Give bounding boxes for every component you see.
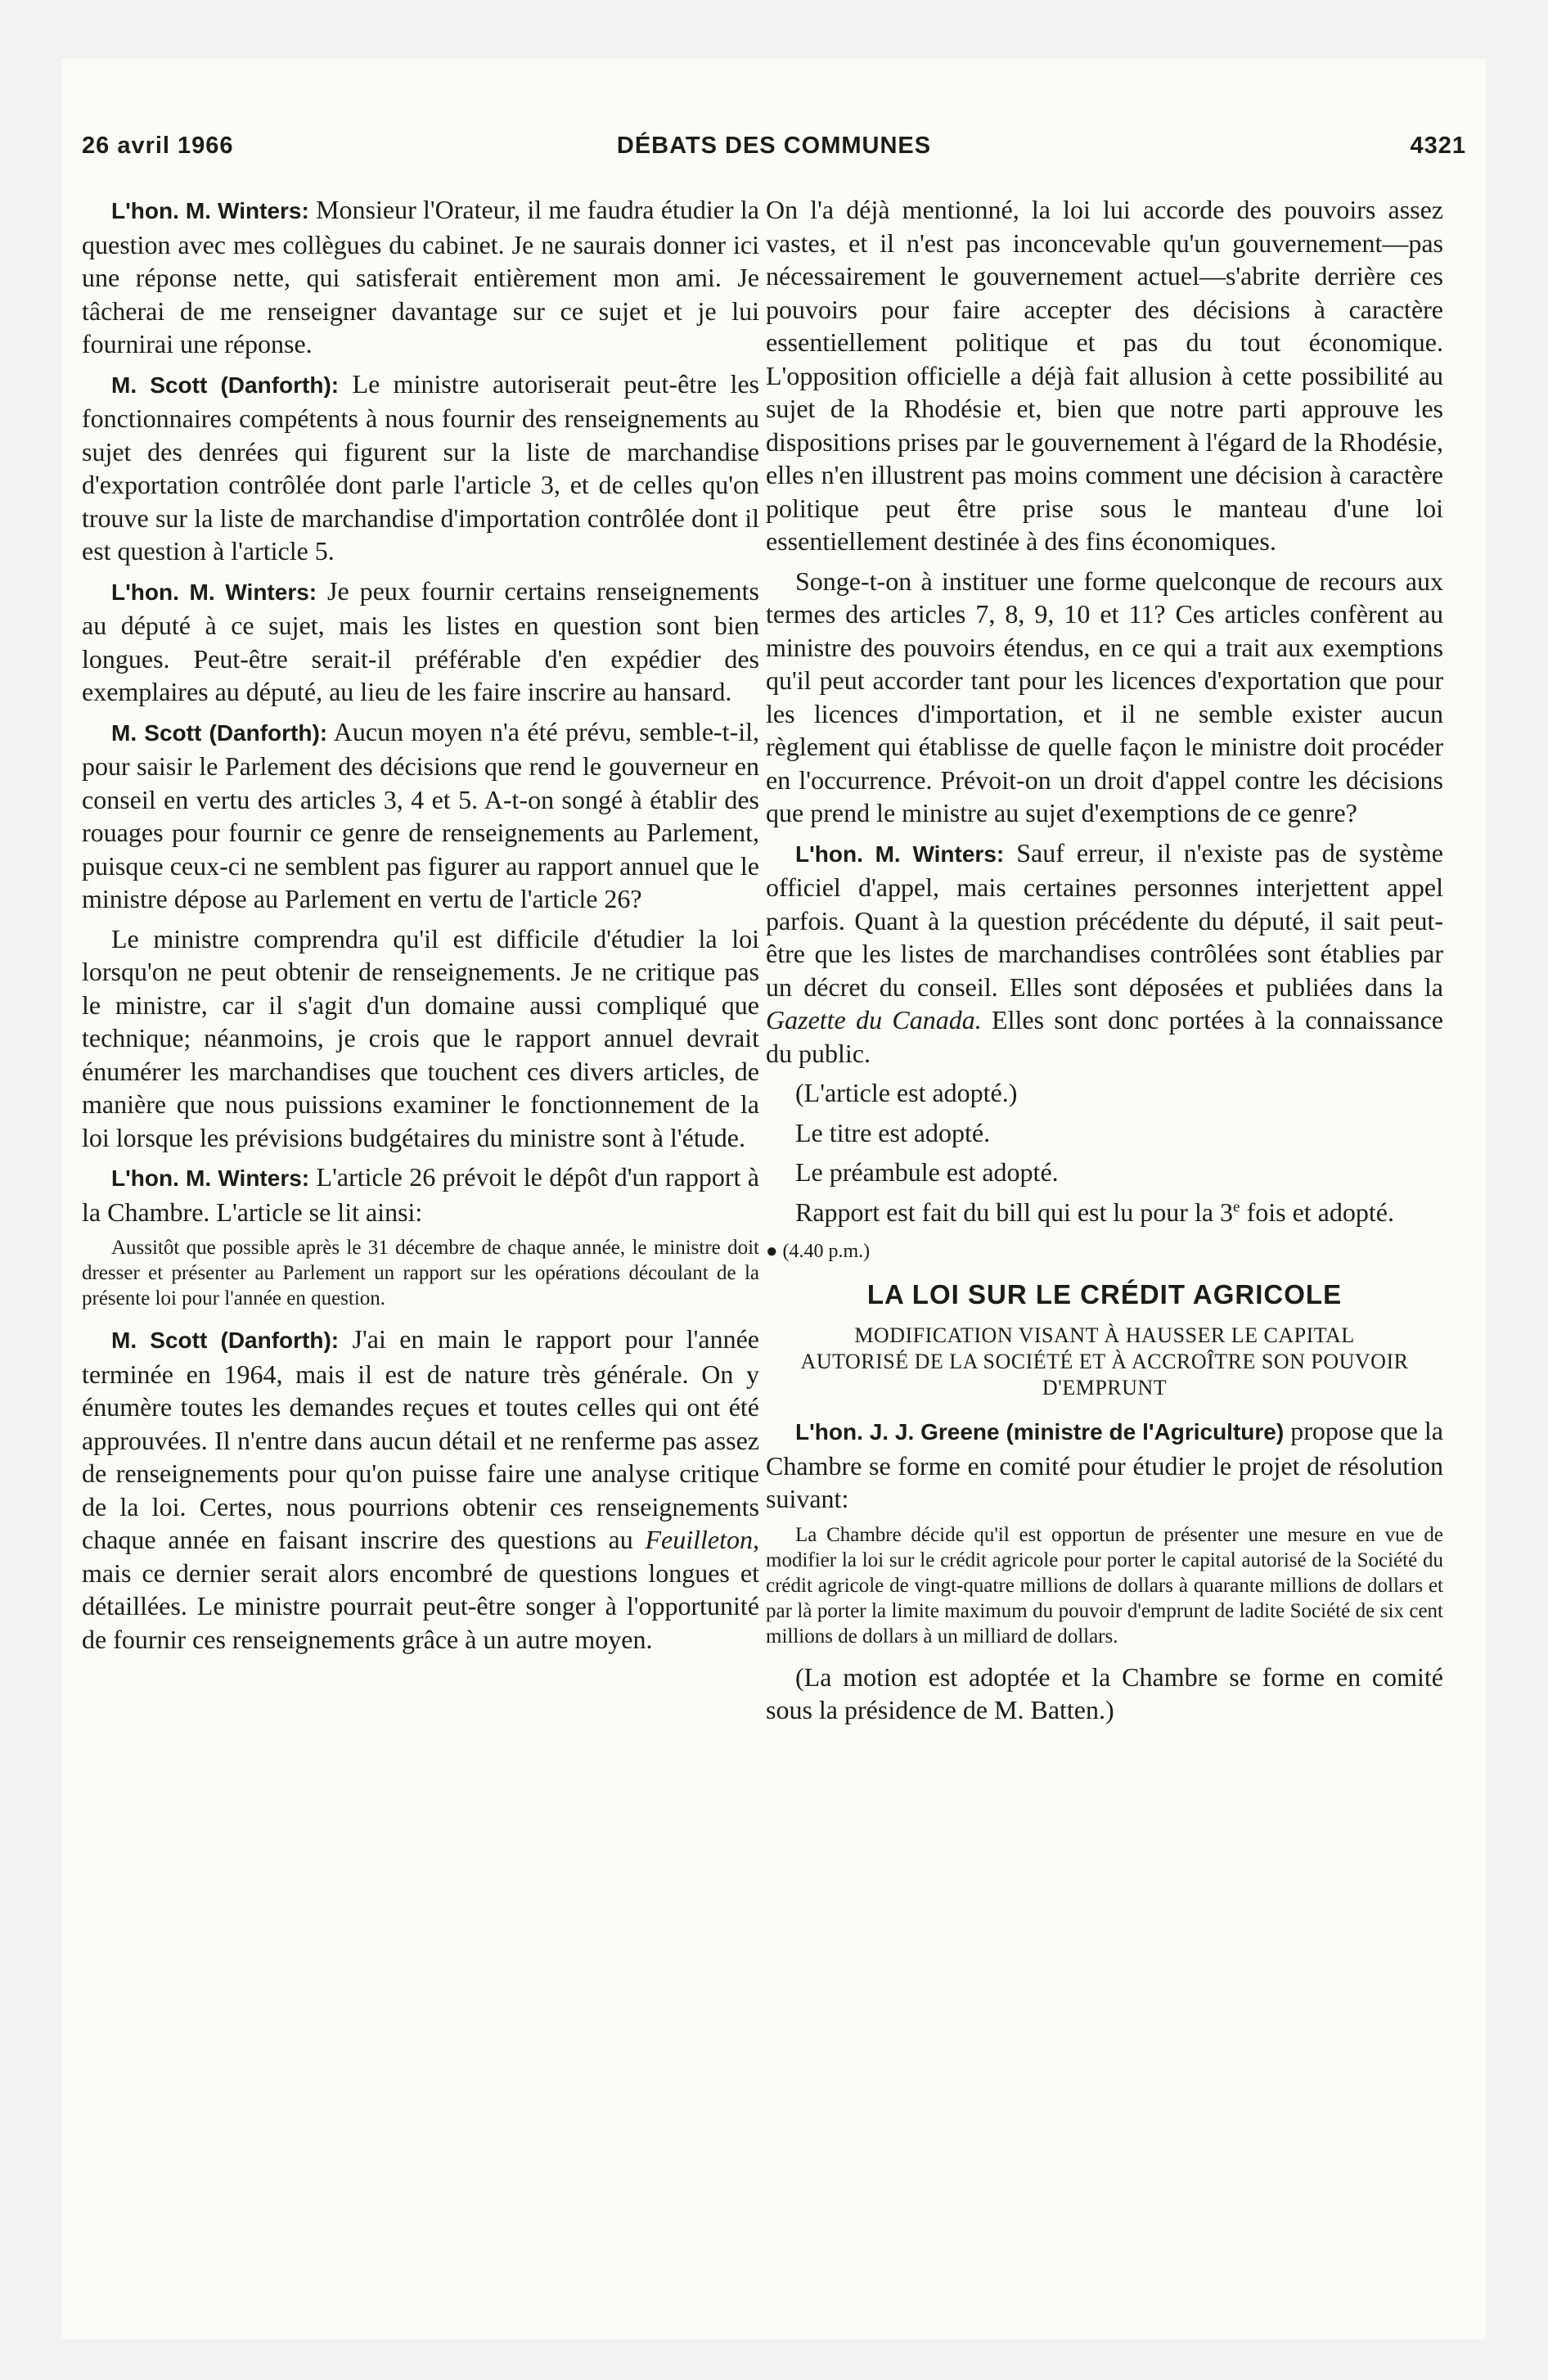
paragraph: [82, 367, 759, 568]
report-text: Rapport est fait du bill qui est lu pour la 3: [795, 1197, 1234, 1227]
title-adopted: Le titre est adopté.: [795, 1117, 991, 1147]
time-stamp: ● (4.40 p.m.): [766, 1241, 871, 1262]
speaker: L'hon. M. Winters:: [795, 841, 1005, 867]
resolution-text: La Chambre décide qu'il est opportun de présenter une mesure en vue de modifier la loi sur le crédit agricole pour porter le capital autorisé de la Société du crédit agricole de vingt-quatre millions de dollars à quarante millions de dollars et par là porter la limite maximum du pouvoir d'emprunt de ladite Société de six cent millions de dollars à un milliard de dollars.: [766, 1523, 1443, 1648]
quoted-article: Aussitôt que possible après le 31 décembre de chaque année, le ministre doit dresser et présenter au Parlement un rapport sur les opérations découlant de la présente loi pour l'année en question.: [82, 1237, 759, 1309]
paragraph-text: mais ce dernier serait alors encombré de questions longues et détaillées. Le ministre pourrait peut-être songer à l'opportunité de fournir ces renseignements grâce à un autre moyen.: [82, 1557, 759, 1654]
paragraph-text: Aucun moyen n'a été prévu, semble-t-il, pour saisir le Parlement des décisions que rend le gouverneur en conseil en vertu des articles 3, 4 et 5. A-t-on songé à établir des rouages pour fournir ce genre de renseignements au Parlement, puisque ceux-ci ne semblent pas figurer au rapport annuel que le ministre dépose au Parlement en vertu de l'article 26?: [82, 716, 759, 913]
paragraph: Songe-t-on à instituer une forme quelconque de recours aux termes des articles 7, 8, 9, 10 et 11? Ces articles confèrent au ministre des pouvoirs étendus, en ce qui a trait aux exemptions qu'il peut accorder tant pour les licences d'exportation que pour les licences d'importation, et il ne semble exister aucun règlement qui établisse de quelle façon le ministre doit procéder en l'occurrence. Prévoit-on un droit d'appel contre les décisions que prend le ministre au sujet d'exemptions de ce genre?: [766, 566, 1443, 827]
paragraph-text: Le ministre autoriserait peut-être les fonctionnaires compétents à nous fournir des renseignements au sujet des denrées qui figurent sur la liste de marchandise d'exportation contrôlée dont parle l'article 3, et de celles qu'on trouve sur la liste de marchandise d'importation contrôlée dont il est question à l'article 5.: [82, 368, 759, 566]
speaker: L'hon. M. Winters:: [111, 579, 317, 605]
paragraph: [766, 836, 1443, 1071]
right-column: [766, 193, 1443, 1733]
left-column: [82, 193, 759, 1662]
paragraph: Le ministre comprendra qu'il est difficile d'étudier la loi lorsqu'on ne peut obtenir de renseignements. Je ne critique pas le ministre, car il s'agit d'un domaine aussi compliqué que technique; néanmoins, je crois que le rapport annuel devrait énumérer les marchandises que touchent ces divers articles, de manière que nous puissions examiner le fonctionnement de la loi lorsque les prévisions budgétaires du ministre sont à l'étude.: [82, 923, 759, 1152]
paragraph: [82, 1161, 759, 1228]
speaker: M. Scott (Danforth):: [111, 719, 328, 746]
speaker: M. Scott (Danforth):: [111, 372, 340, 398]
section-heading: LA LOI SUR LE CRÉDIT AGRICOLE: [866, 1278, 1343, 1309]
italic-text: Feuilleton,: [645, 1525, 759, 1554]
paragraph: [82, 715, 759, 916]
speaker: L'hon. M. Winters:: [111, 198, 309, 223]
ordinal-suffix: e: [1233, 1197, 1240, 1215]
paragraph: (La motion est adoptée et la Chambre se forme en comité sous la présidence de M. Batten.): [766, 1661, 1443, 1724]
speaker: L'hon. M. Winters:: [111, 1165, 310, 1191]
preamble-adopted: Le préambule est adopté.: [795, 1157, 1059, 1187]
section-subheading: MODIFICATION VISANT À HAUSSER LE CAPITAL AUTORISÉ DE LA SOCIÉTÉ ET À ACCROÎTRE SON POUVOIR D'EMPRUNT: [800, 1323, 1409, 1400]
paragraph-text: Monsieur l'Orateur, il me faudra étudier la question avec mes collègues du cabinet. Je ne saurais donner ici une réponse nette, qui satisferait entièrement mon ami. Je tâcherai de me renseigner davantage sur ce sujet et je lui fournirai une réponse.: [82, 195, 759, 358]
paragraph-text: propose que la Chambre se forme en comité pour étudier le projet de résolution suivant:: [766, 1416, 1444, 1513]
italic-text: Gazette du Canada.: [766, 1005, 982, 1034]
paragraph: [82, 1323, 759, 1656]
header-title: DÉBATS DES COMMUNES: [616, 133, 932, 159]
paragraph-text: Je peux fournir certains renseignements au député à ce sujet, mais les listes en question sont bien longues. Peut-être serait-il préférable d'en expédier des exemplaires au député, au lieu de les faire inscrire au hansard.: [82, 575, 759, 706]
report-note: [766, 1196, 1443, 1229]
paragraph: [82, 193, 759, 361]
report-text: fois et adopté.: [1240, 1197, 1394, 1227]
paragraph: [82, 575, 759, 709]
adopted-note: (L'article est adopté.): [795, 1078, 1018, 1107]
paragraph-text: L'article 26 prévoit le dépôt d'un rapport à la Chambre. L'article se lit ainsi:: [82, 1162, 759, 1227]
speaker: L'hon. J. J. Greene (ministre de l'Agriculture): [795, 1419, 1285, 1445]
paragraph-text: J'ai en main le rapport pour l'année terminée en 1964, mais il est de nature très générale. On y énumère toutes les demandes reçues et toutes celles qui ont été approuvées. Il n'entre dans aucun détail et ne renferme pas assez de renseignements pour qu'on puisse faire une analyse critique de la loi. Certes, nous pourrions obtenir ces renseignements chaque année en faisant inscrire des questions au: [82, 1324, 759, 1554]
page-header: [82, 133, 1466, 174]
header-page-number: 4321: [1410, 133, 1466, 159]
paragraph-text: Elles sont donc portées à la connaissance du public.: [766, 1005, 1444, 1068]
paragraph: [766, 1414, 1443, 1516]
paragraph: On l'a déjà mentionné, la loi lui accorde des pouvoirs assez vastes, et il n'est pas inconcevable qu'un gouvernement—pas nécessairement le gouvernement actuel—s'abrite derrière ces pouvoirs pour faire accepter des décisions à caractère essentiellement politique et pas du tout économique. L'opposition officielle a déjà fait allusion à cette possibilité au sujet de la Rhodésie et, bien que notre parti approuve les dispositions prises par le gouvernement à l'égard de la Rhodésie, elles n'en illustrent pas moins comment une décision à caractère politique peut être prise sous le manteau d'une loi essentiellement destinée à des fins économiques.: [766, 195, 1443, 556]
paragraph-text: Sauf erreur, il n'existe pas de système officiel d'appel, mais certaines personnes interjettent appel parfois. Quant à la question précédente du député, il sait peut-être que les listes de marchandises contrôlées sont établies par un décret du conseil. Elles sont déposées et publiées dans la: [766, 837, 1443, 1002]
speaker: M. Scott (Danforth):: [111, 1327, 340, 1353]
header-date: 26 avril 1966: [82, 133, 234, 159]
